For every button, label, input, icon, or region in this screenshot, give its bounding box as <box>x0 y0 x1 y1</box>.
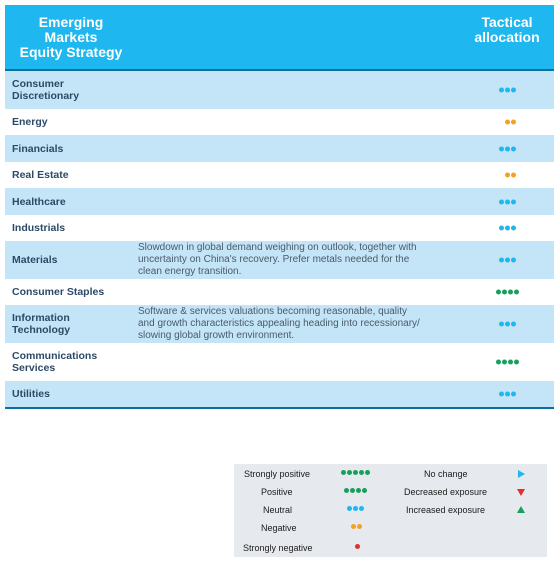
allocation-dots-icon <box>499 258 516 263</box>
allocation-dots-icon <box>499 146 516 151</box>
sector-name-line: Information <box>12 312 70 324</box>
allocation-dot <box>511 120 516 125</box>
table-row <box>5 162 554 188</box>
sector-comment-line: Software & services valuations becoming reasonable, quality <box>138 306 408 317</box>
legend-no-change-label: No change <box>424 469 468 479</box>
table-row <box>5 343 554 381</box>
allocation-dot <box>502 290 507 295</box>
allocation-dot <box>502 360 507 365</box>
table-row <box>5 109 554 135</box>
sector-name <box>12 169 69 181</box>
legend-negative-label: Negative <box>261 523 297 533</box>
table-row <box>5 305 554 343</box>
sector-name <box>12 286 104 298</box>
allocation-dot <box>514 290 519 295</box>
allocation-dot <box>499 199 504 204</box>
allocation-dots-icon <box>499 226 516 231</box>
allocation-dots-icon <box>505 173 516 178</box>
table-row <box>5 215 554 241</box>
table-row <box>5 188 554 215</box>
table-row <box>5 135 554 162</box>
sector-name-line: Communications <box>12 350 98 362</box>
table-row <box>5 71 554 109</box>
sector-name-line: Industrials <box>12 222 66 234</box>
legend <box>234 464 547 557</box>
table-row <box>5 381 554 407</box>
allocation-dot <box>505 88 510 93</box>
strongly-positive-dots-icon <box>341 470 370 475</box>
legend-neutral-label: Neutral <box>263 505 293 515</box>
allocation-table <box>5 5 554 409</box>
allocation-dot <box>514 360 519 365</box>
allocation-dot <box>505 199 510 204</box>
allocation-dot <box>499 88 504 93</box>
allocation-dot <box>499 146 504 151</box>
table-title <box>9 15 133 60</box>
title-line: Emerging <box>38 14 104 30</box>
allocation-dot <box>511 173 516 178</box>
sector-name-line: Services <box>12 362 56 374</box>
sector-name <box>12 143 63 155</box>
allocation-dot <box>499 258 504 263</box>
positive-dots-icon <box>344 488 367 493</box>
allocation-dot <box>511 146 516 151</box>
sector-name <box>12 312 70 336</box>
sector-name-line: Financials <box>12 142 64 155</box>
allocation-dot <box>511 258 516 263</box>
allocation-dot <box>508 360 513 365</box>
table-row <box>5 279 554 305</box>
decreased-arrow-icon <box>517 489 525 496</box>
allocation-dot <box>505 226 510 231</box>
sector-comment-line: Slowdown in global demand weighing on outlook, together with <box>138 242 417 253</box>
allocation-dot <box>505 322 510 327</box>
allocation-dots-icon <box>499 322 516 327</box>
legend-decreased-label: Decreased exposure <box>404 487 488 497</box>
sector-name-line: Utilities <box>12 388 50 400</box>
sector-name <box>12 388 50 400</box>
sector-name-line: Technology <box>12 324 71 336</box>
allocation-dot <box>505 146 510 151</box>
allocation-dots-icon <box>499 199 516 204</box>
allocation-dots-icon <box>499 88 516 93</box>
allocation-header <box>462 15 552 45</box>
neutral-dots-icon <box>347 506 364 511</box>
allocation-dot <box>505 173 510 178</box>
allocation-dot <box>505 258 510 263</box>
sector-name <box>12 254 58 266</box>
allocation-dots-icon <box>505 120 516 125</box>
sector-comment <box>138 242 448 278</box>
sector-name <box>12 116 48 128</box>
sector-name-line: Discretionary <box>12 90 80 102</box>
allocation-dot <box>511 199 516 204</box>
allocation-dot <box>505 120 510 125</box>
sector-comment <box>138 306 448 342</box>
allocation-dot <box>511 392 516 397</box>
sector-name-line: Materials <box>12 254 58 266</box>
allocation-dot <box>499 322 504 327</box>
allocation-dot <box>496 290 501 295</box>
allocation-dot <box>508 290 513 295</box>
allocation-dot <box>511 322 516 327</box>
sector-name-line: Healthcare <box>12 195 66 208</box>
title-line: Markets <box>44 29 98 45</box>
allocation-header-line: allocation <box>474 29 540 45</box>
no-change-arrow-icon <box>518 470 525 478</box>
sector-name-line: Energy <box>12 116 48 128</box>
legend-increased-label: Increased exposure <box>406 505 486 515</box>
allocation-dot <box>499 226 504 231</box>
sector-comment-line: clean energy transition. <box>138 266 242 277</box>
sector-name <box>12 350 97 374</box>
sector-comment-line: uncertainty on China's recovery. Prefer metals needed for the <box>138 254 410 265</box>
allocation-dots-icon <box>496 290 519 295</box>
table-bottom-divider <box>5 407 554 409</box>
sector-name-line: Real Estate <box>12 169 69 181</box>
sector-name <box>12 196 66 208</box>
sector-comment-line: slowing global growth environment. <box>138 330 295 341</box>
negative-dots-icon <box>351 524 362 529</box>
allocation-dot <box>511 226 516 231</box>
allocation-dots-icon <box>499 392 516 397</box>
increased-arrow-icon <box>517 506 525 513</box>
title-line: Equity Strategy <box>19 44 123 60</box>
allocation-dot <box>511 88 516 93</box>
sector-name-line: Consumer <box>12 78 64 90</box>
sector-comment-line: and growth characteristics appealing heading into recessionary/ <box>138 318 420 329</box>
legend-strongly-positive-label: Strongly positive <box>244 469 311 479</box>
allocation-dot <box>505 392 510 397</box>
sector-name-line: Consumer Staples <box>12 286 105 298</box>
allocation-dot <box>496 360 501 365</box>
sector-name <box>12 78 79 102</box>
strongly-negative-dot-icon <box>355 544 360 549</box>
legend-strongly-negative-label: Strongly negative <box>243 543 313 553</box>
table-header <box>5 5 554 71</box>
allocation-dot <box>499 392 504 397</box>
sector-name <box>12 222 65 234</box>
allocation-dots-icon <box>496 360 519 365</box>
legend-positive-label: Positive <box>261 487 293 497</box>
table-row <box>5 241 554 279</box>
table-body <box>5 71 554 407</box>
allocation-header-line: Tactical <box>481 14 533 30</box>
